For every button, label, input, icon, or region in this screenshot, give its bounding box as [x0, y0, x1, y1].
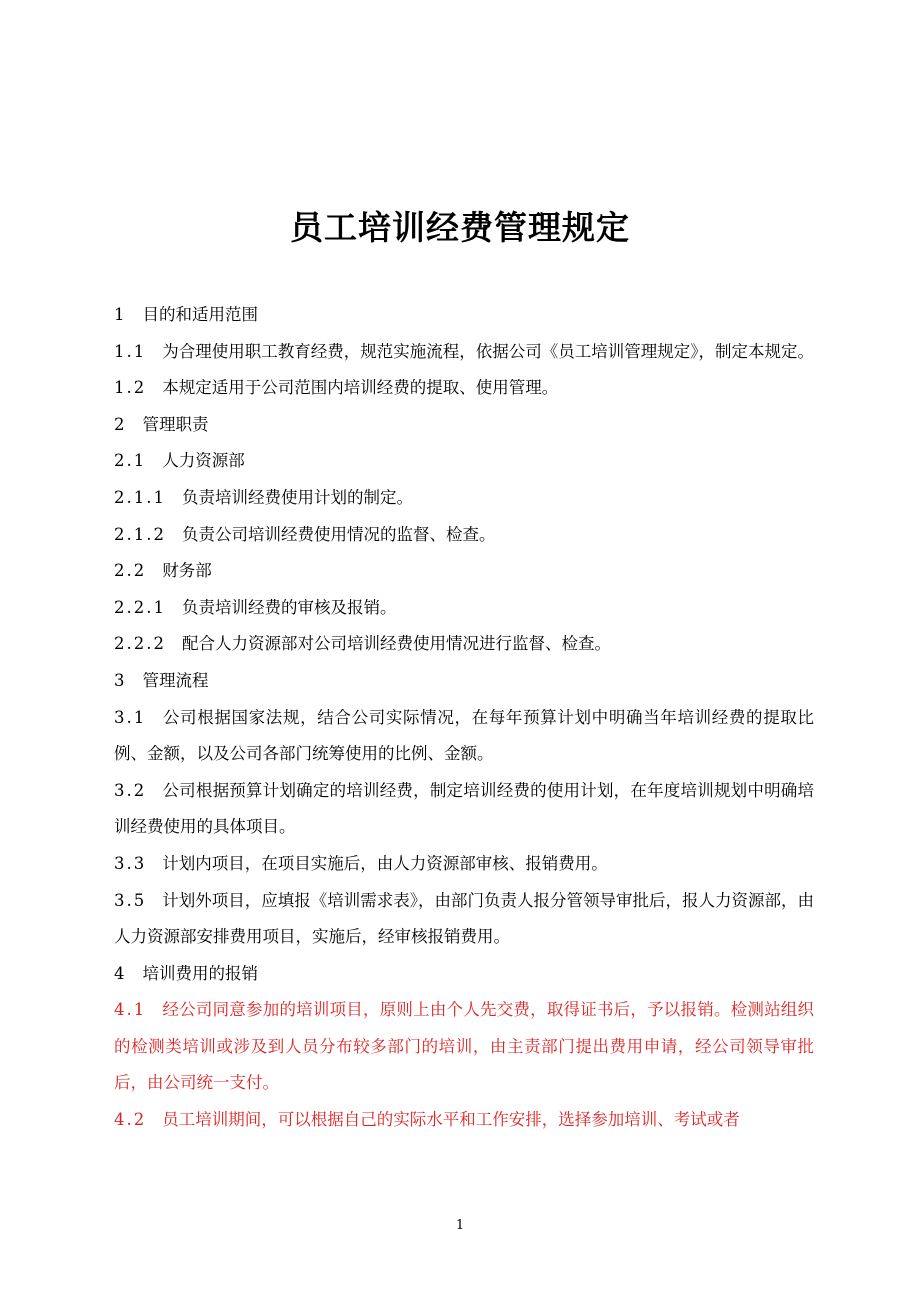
- section-number: 2: [114, 414, 127, 434]
- section-paragraph: [114, 334, 814, 371]
- section-text: 公司根据国家法规，结合公司实际情况，在每年预算计划中明确当年培训经费的提取比例、金额，以及公司各部门统筹使用的比例、金额。: [114, 707, 814, 764]
- section-text: 经公司同意参加的培训项目，原则上由个人先交费，取得证书后，予以报销。检测站组织的检测类培训或涉及到人员分布较多部门的培训，由主责部门提出费用申请，经公司领导审批后，由公司统一支付。: [114, 1000, 814, 1093]
- section-paragraph: [114, 297, 814, 334]
- section-text: 管理流程: [142, 670, 209, 690]
- section-paragraph: [114, 553, 814, 590]
- section-number: 4.1: [114, 1000, 147, 1020]
- section-paragraph: [114, 846, 814, 883]
- section-number: 2.1.2: [114, 524, 166, 544]
- section-paragraph: [114, 590, 814, 627]
- section-text: 配合人力资源部对公司培训经费使用情况进行监督、检查。: [181, 634, 611, 654]
- section-text: 培训费用的报销: [142, 963, 258, 983]
- section-text: 目的和适用范围: [142, 305, 258, 324]
- section-text: 管理职责: [142, 414, 209, 434]
- section-number: 2.2.1: [114, 597, 166, 617]
- section-number: 4.2: [114, 1110, 147, 1130]
- section-number: 3: [114, 670, 127, 690]
- section-paragraph: [114, 626, 814, 663]
- page-number: 1: [455, 1218, 465, 1233]
- section-number: 2.2.2: [114, 634, 166, 654]
- section-number: 3.2: [114, 780, 147, 800]
- section-number: 3.5: [114, 890, 147, 910]
- section-text: 人力资源部: [162, 451, 245, 471]
- section-paragraph: [114, 443, 814, 480]
- section-number: 3.3: [114, 853, 147, 873]
- section-number: 2.1: [114, 451, 147, 471]
- section-text: 为合理使用职工教育经费，规范实施流程，依据公司《员工培训管理规定》，制定本规定。: [162, 341, 814, 361]
- section-number: 2.2: [114, 561, 147, 581]
- document-title: 员工培训经费管理规定: [290, 208, 630, 247]
- document-body: [114, 297, 814, 1139]
- section-number: 4: [114, 963, 127, 983]
- section-text: 计划外项目，应填报《培训需求表》，由部门负责人报分管领导审批后，报人力资源部，由人力资源部安排费用项目，实施后，经审核报销费用。: [114, 890, 814, 947]
- section-text: 公司根据预算计划确定的培训经费，制定培训经费的使用计划，在年度培训规划中明确培训经费使用的具体项目。: [114, 780, 814, 837]
- section-text: 负责公司培训经费使用情况的监督、检查。: [181, 524, 496, 544]
- section-paragraph-highlighted: [114, 1102, 814, 1139]
- section-paragraph: [114, 773, 814, 846]
- section-paragraph-highlighted: [114, 992, 814, 1102]
- section-number: 1.1: [114, 341, 147, 361]
- section-paragraph: [114, 517, 814, 554]
- section-paragraph: [114, 370, 814, 407]
- section-paragraph: [114, 883, 814, 956]
- section-text: 财务部: [162, 561, 212, 581]
- section-text: 员工培训期间，可以根据自己的实际水平和工作安排，选择参加培训、考试或者: [162, 1110, 740, 1130]
- section-paragraph: [114, 480, 814, 517]
- section-text: 计划内项目，在项目实施后，由人力资源部审核、报销费用。: [162, 853, 608, 873]
- section-paragraph: [114, 956, 814, 993]
- section-number: 3.1: [114, 707, 147, 727]
- section-number: 2.1.1: [114, 487, 166, 507]
- section-paragraph: [114, 663, 814, 700]
- section-paragraph: [114, 407, 814, 444]
- section-number: 1.2: [114, 378, 147, 398]
- section-text: 负责培训经费的审核及报销。: [181, 597, 397, 617]
- section-text: 本规定适用于公司范围内培训经费的提取、使用管理。: [162, 378, 559, 398]
- section-text: 负责培训经费使用计划的制定。: [181, 487, 413, 507]
- section-number: 1: [114, 305, 127, 324]
- section-paragraph: [114, 700, 814, 773]
